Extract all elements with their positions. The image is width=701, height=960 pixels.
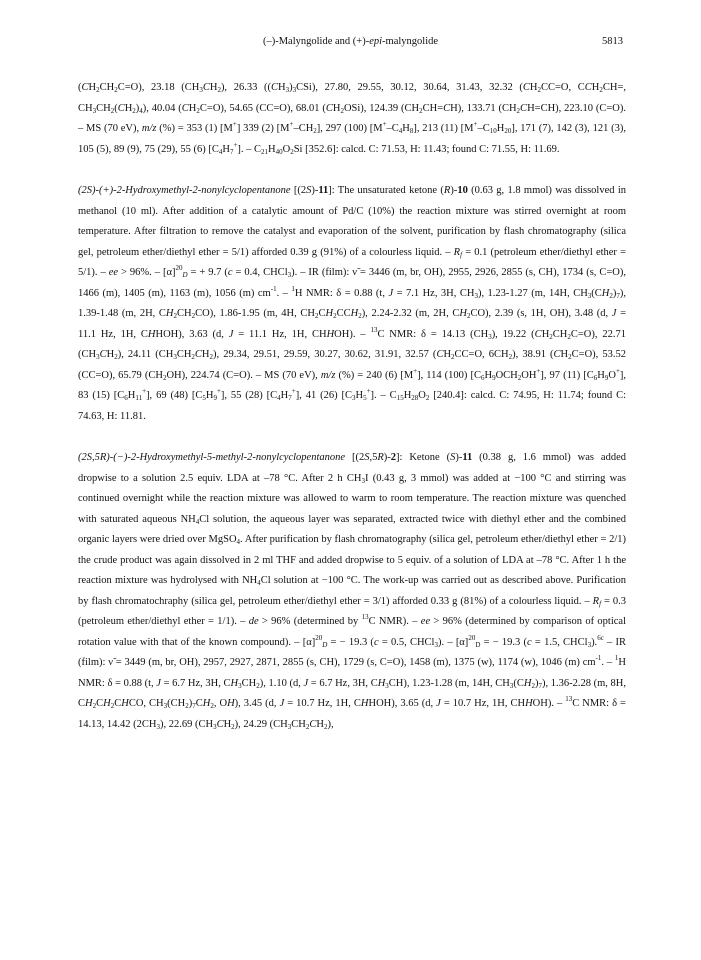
paragraph-nmr-continuation: $(CH_2CH_2C=O)$, 23.18 $(CH_3CH_2)$, 26.33 $((CH_3)_3CSi)$, 27.80, 29.55, 30.12, 30.64, 31.43, 32.32 ($CH_2CC=O$, $CCH_2CH=$, $CH_3CH_2(CH_2)_4$), 40.04 $(CH_2C=O)$, 54.65 (CC=O), 68.01 $(CH_2OSi)$, 124.39 $(CH_2CH=CH)$, 133.71 $(CH_2CH=CH)$, 223.10 (C=O). – MS (70 eV), m/z (%) = 353 (1) [M+] 339 (2) $[M^+-CH_2]$, 297 (100) $[M^+-C_4H_8]$, 213 (11) $[M^+-C_{10}H_{20}]$, 171 (7), 142 (3), 121 (3), 105 (5), 89 (9), 75 (29), 55 (6) $[C_4H_7^+]$. – $C_{21}H_{40}O_2Si$ [352.6]: calcd. C: 71.53, H: 11.43; found C: 71.55, H: 11.69. <box>78 82 627 156</box>
running-header <box>78 36 623 52</box>
page-number: 5813 <box>602 36 623 47</box>
running-title: (–)-Malyngolide and (+)-epi-malyngolide <box>262 36 439 47</box>
article-body <box>78 78 626 735</box>
paragraph-compound-11: (2S)-(+)-2-Hydroxymethyl-2-nonylcyclopentanone [(2S)-11]: The unsaturated ketone (R)-10 (0.63 g, 1.8 mmol) was dissolved in methanol (10 ml). After addition of a catalytic amount of Pd/C (10%) the reaction mixture was stirred overnight at room temperature. After filtration to remove the catalyst and evaporation of the solvent, purification by flash chromatography (silica gel, petroleum ether/diethyl ether = 5/1) afforded 0.39 g (91%) of a colourless liquid. – $R_f = 0.1$ (petroleum ether/diethyl ether = 5/1). – ee > 96%. – $[\alpha]^{20}_D$ = + 9.7 (c = 0.4, CHCl$_3$). – IR (film): ν̃ = 3446 (m, br, OH), 2955, 2926, 2855 (s, CH), 1734 (s, C=O), 1466 (m), 1405 (m), 1163 (m), 1056 (m) $cm^{-1}$. – $^1$H NMR: δ = 0.88 (t, J = 7.1 Hz, 3H, $CH_3$), 1.23-1.27 (m, 14H, $CH_3(CH_2)_7$), 1.39-1.48 (m, 2H, $CH_2CH_2CO$), 1.86-1.95 (m, 4H, $CH_2CH_2CCH_2$), 2.24-2.32 (m, 2H, $CH_2CO$), 2.39 (s, 1H, OH), 3.48 (d, J = 11.1 Hz, 1H, CHHOH), 3.63 (d, J = 11.1 Hz, 1H, CHHOH). – $^{13}$C NMR: δ = 14.13 $(CH_3)$, 19.22 $(CH_2CH_2C=O)$, 22.71 $(CH_3CH_2)$, 24.11 $(CH_3CH_2CH_2)$, 29.34, 29.51, 29.59, 30.27, 30.62, 31.91, 32.57 ($CH_2CC=O$, $6CH_2$), 38.91 $(CH_2C=O)$, 53.52 (CC=O), 65.79 $(CH_2OH)$, 224.74 (C=O). – MS (70 eV), m/z (%) = 240 (6) [M+], 114 (100) $[C_6H_9OCH_2OH^+]$, 97 (11) $[C_6H_9O^+]$, 83 (15) $[C_6H_{11}^+]$, 69 (48) $[C_5H_9^+]$, 55 (28) $[C_4H_7^+]$, 41 (26) $[C_3H_5^+]$. – $C_{15}H_{28}O_2$ [240.4]: calcd. C: 74.95, H: 11.74; found C: 74.63, H: 11.81. <box>78 185 627 422</box>
paragraph-compound-2: (2S,5R)-(−)-2-Hydroxymethyl-5-methyl-2-nonylcyclopentanone [(2S,5R)-2]: Ketone (S)-11 (0.38 g, 1.6 mmol) was added dropwise to a solution 2.5 equiv. LDA at –78 °C. After 2 h $CH_3I$ (0.43 g, 3 mmol) was added at −100 °C and stirring was continued overnight while the reaction mixture was allowed to warm to room temperature. The reaction mixture was quenched with saturated aqueous $NH_4Cl$ solution, the aqueous layer was separated, extracted twice with diethyl ether and the combined organic layers were dried over MgSO$_4$. After purification by flash chromatography (silica gel, petroleum ether/diethyl ether = 2/1) the crude product was again dissolved in 2 ml THF and added dropwise to 5 equiv. of a solution of LDA at –78 °C. After 1 h the reaction mixture was hydrolysed with $NH_4Cl$ solution at −100 °C. The work-up was carried out as described above. Purification by flash chromatochraphy (silica gel, petroleum ether/diethyl ether = 3/1) afforded 0.33 g (81%) of a colourless liquid. – $R_f = 0.3$ (petroleum ether/diethyl ether = 1/1). – de > 96% (determined by $^{13}$C NMR). – ee > 96% (determined by comparison of optical rotation value with that of the known compound). – $[\alpha]^{20}_D$ = − 19.3 (c = 0.5, CHCl$_3$). – $[\alpha]^{20}_D$ = − 19.3 (c = 1.5, CHCl$_3$).$^{6c}$ – IR (film): ν̃ = 3449 (m, br, OH), 2957, 2927, 2871, 2855 (s, CH), 1729 (s, C=O), 1458 (m), 1375 (w), 1174 (w), 1046 (m) $cm^{-1}$. – $^1$H NMR: δ = 0.88 (t, J = 6.7 Hz, 3H, $CH_3CH_2$), 1.10 (d, J = 6.7 Hz, 3H, $CH_3CH$), 1.23-1.28 (m, 14H, $CH_3(CH_2)_7$), 1.36-2.28 (m, 8H, $CH_2CH_2CHCO$, $CH_3(CH_2)_7CH_2$, OH), 3.45 (d, J = 10.7 Hz, 1H, CHHOH), 3.65 (d, J = 10.7 Hz, 1H, CHHOH). – $^{13}$C NMR: δ = 14.13, 14.42 $(2CH_3)$, 22.69 $(CH_3CH_2)$, 24.29 $(CH_3CH_2CH_2)$, <box>78 452 627 731</box>
